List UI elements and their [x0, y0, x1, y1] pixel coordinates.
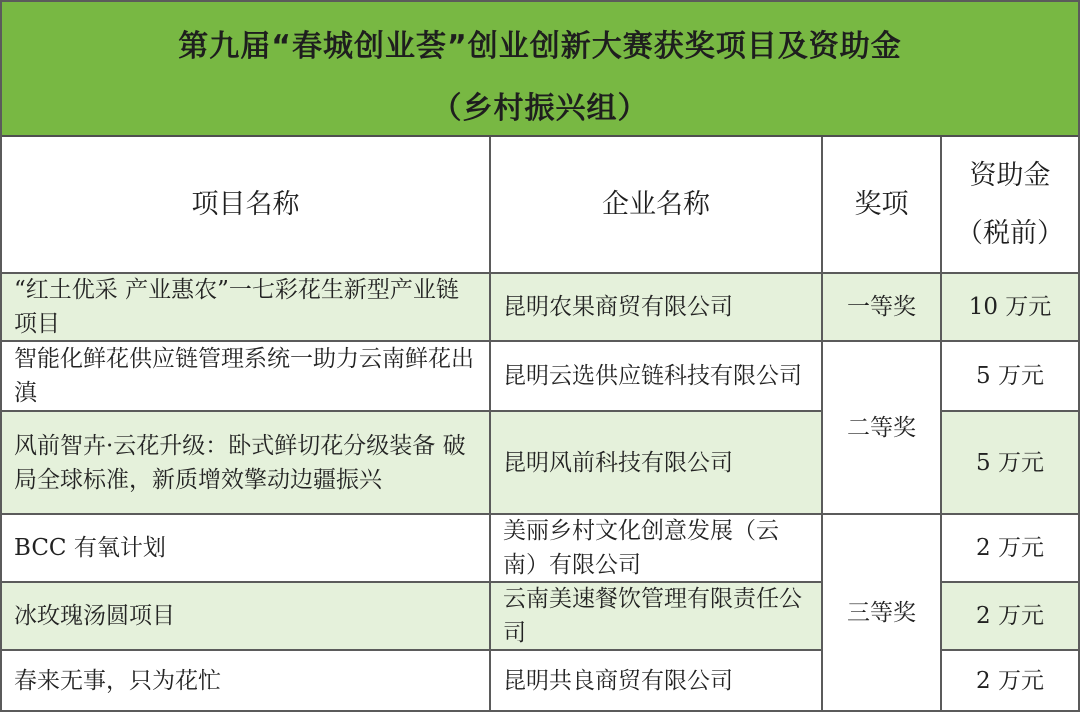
row-3-company-text: 昆明风前科技有限公司	[503, 449, 733, 476]
column-divider-3	[940, 137, 942, 710]
table-row-1-award	[823, 274, 940, 340]
table-row-1-project	[2, 274, 489, 340]
table-row-4-6-award	[823, 515, 940, 710]
column-header-project	[2, 137, 489, 272]
row-1-award-text: 一等奖	[847, 294, 916, 320]
table-row-2-3-award	[823, 342, 940, 513]
row-divider-4-left	[2, 581, 821, 583]
row-2-project-text: 智能化鲜花供应链管理系统一助力云南鲜花出滇	[14, 346, 474, 406]
row-1-company-text: 昆明农果商贸有限公司	[503, 294, 733, 320]
table-row-3-company	[491, 412, 821, 513]
table-row-4-funding	[942, 515, 1078, 581]
column-header-company	[491, 137, 821, 272]
table-row-6-project	[2, 651, 489, 710]
table-row-2-project	[2, 342, 489, 410]
column-divider-1	[489, 137, 491, 710]
table-row-1-funding	[942, 274, 1078, 340]
page-subtitle: （乡村振兴组）	[431, 91, 649, 126]
table-row-4-project	[2, 515, 489, 581]
row-6-funding-text: 2 万元	[976, 667, 1044, 694]
row-2-award-text: 二等奖	[847, 414, 916, 441]
column-header-funding-label: 资助金	[969, 159, 1051, 191]
row-2-funding-text: 5 万元	[976, 363, 1044, 389]
row-divider-1	[2, 340, 1078, 342]
row-4-award-text: 三等奖	[847, 599, 916, 626]
row-5-company-text: 云南美速餐饮管理有限责任公司	[503, 586, 802, 646]
column-header-award	[823, 137, 940, 272]
row-divider-3	[2, 513, 1078, 515]
table-row-5-company	[491, 583, 821, 649]
row-divider-5-right	[940, 649, 1078, 651]
row-4-project-text: BCC 有氧计划	[14, 535, 166, 561]
column-header-project-label: 项目名称	[191, 188, 300, 220]
table-row-3-funding	[942, 412, 1078, 513]
column-header-funding-note: （税前）	[956, 217, 1064, 249]
column-header-award-label: 奖项	[854, 188, 909, 220]
row-divider-2-left	[2, 410, 821, 412]
table-row-5-funding	[942, 583, 1078, 649]
table-row-4-company	[491, 515, 821, 581]
table-row-3-project	[2, 412, 489, 513]
table-row-2-funding	[942, 342, 1078, 410]
table-row-6-funding	[942, 651, 1078, 710]
page-title: 第九届“春城创业荟”创业创新大赛获奖项目及资助金	[178, 29, 902, 64]
column-divider-2	[821, 137, 823, 710]
row-divider-2-right	[940, 410, 1078, 412]
row-1-project-text: “红土优采 产业惠农”一七彩花生新型产业链项目	[14, 277, 459, 337]
row-1-funding-text: 10 万元	[968, 294, 1052, 320]
row-4-company-text: 美丽乡村文化创意发展（云南）有限公司	[503, 518, 779, 578]
column-header-funding	[942, 137, 1078, 272]
row-5-funding-text: 2 万元	[976, 603, 1044, 629]
table-row-2-company	[491, 342, 821, 410]
row-5-project-text: 冰玫瑰汤圆项目	[14, 603, 175, 629]
row-3-funding-text: 5 万元	[976, 449, 1044, 476]
row-divider-4-right	[940, 581, 1078, 583]
row-2-company-text: 昆明云选供应链科技有限公司	[503, 363, 802, 389]
table-row-1-company	[491, 274, 821, 340]
awards-table	[2, 137, 1078, 710]
row-6-project-text: 春来无事，只为花忙	[14, 667, 221, 694]
table-row-6-company	[491, 651, 821, 710]
row-3-project-text: 风前智卉·云花升级：卧式鲜切花分级装备 破局全球标准，新质增效擎动边疆振兴	[14, 432, 466, 493]
row-divider-5-left	[2, 649, 821, 651]
row-6-company-text: 昆明共良商贸有限公司	[503, 667, 733, 694]
row-divider-header	[2, 272, 1078, 274]
title-banner	[2, 2, 1078, 137]
table-row-5-project	[2, 583, 489, 649]
column-header-company-label: 企业名称	[602, 188, 710, 220]
row-4-funding-text: 2 万元	[976, 535, 1044, 561]
